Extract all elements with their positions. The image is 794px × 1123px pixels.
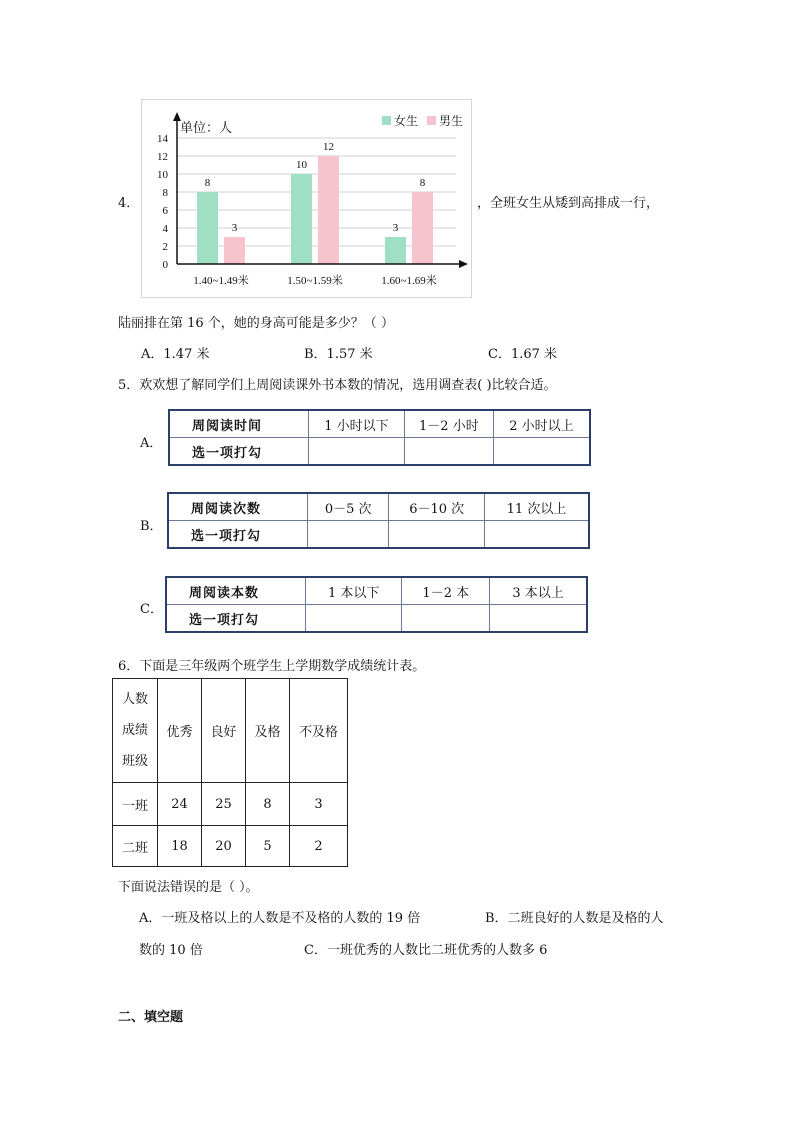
bar-chart bbox=[141, 99, 472, 298]
y-tick-label: 12 bbox=[157, 151, 168, 163]
x-axis-arrow bbox=[459, 260, 468, 268]
survey-b-head: 周阅读次数 bbox=[168, 493, 308, 521]
grades-cell: 8 bbox=[246, 783, 290, 826]
q6-option-b: B．二班良好的人数是及格的人 bbox=[485, 911, 664, 926]
grades-cell: 25 bbox=[202, 783, 246, 826]
grades-header: 良好 bbox=[202, 679, 246, 783]
q6-option-b-cont: 数的 10 倍 bbox=[139, 943, 203, 958]
legend-label: 男生 bbox=[439, 114, 464, 128]
grades-header: 及格 bbox=[246, 679, 290, 783]
survey-table-a bbox=[168, 409, 591, 466]
bar bbox=[412, 192, 433, 264]
survey-c-cell bbox=[306, 605, 402, 633]
survey-table-b bbox=[167, 492, 590, 549]
survey-a-head: 周阅读时间 bbox=[169, 410, 309, 438]
q6-option-a: A．一班及格以上的人数是不及格的人数的 19 倍 bbox=[139, 911, 421, 926]
grades-class: 一班 bbox=[113, 783, 158, 826]
survey-b-col2: 6－10 次 bbox=[389, 493, 485, 521]
survey-b-col3: 11 次以上 bbox=[484, 493, 589, 521]
corner-label-class: 班级 bbox=[121, 754, 148, 769]
survey-c-head: 周阅读本数 bbox=[166, 577, 306, 605]
survey-c-cell bbox=[490, 605, 587, 633]
grades-table bbox=[112, 678, 348, 867]
y-tick-label: 10 bbox=[157, 169, 168, 181]
grades-cell: 2 bbox=[290, 826, 348, 867]
survey-a-cell bbox=[493, 438, 590, 466]
survey-a-col3: 2 小时以上 bbox=[493, 410, 590, 438]
grades-header: 优秀 bbox=[158, 679, 202, 783]
survey-a-cell bbox=[309, 438, 405, 466]
legend-swatch bbox=[427, 116, 436, 125]
grades-header: 不及格 bbox=[290, 679, 348, 783]
survey-b-cell bbox=[484, 521, 589, 549]
survey-c-row2: 选一项打勾 bbox=[166, 605, 306, 633]
q4-number: 4． bbox=[118, 196, 140, 211]
unit-label: 单位：人 bbox=[180, 121, 233, 136]
y-tick-label: 6 bbox=[162, 205, 168, 217]
x-tick-label: 1.40~1.49米 bbox=[193, 275, 249, 287]
legend-label: 女生 bbox=[394, 114, 419, 128]
bar bbox=[224, 237, 245, 264]
bar bbox=[385, 237, 406, 264]
x-tick-label: 1.60~1.69米 bbox=[381, 275, 437, 287]
survey-b-col1: 0－5 次 bbox=[308, 493, 389, 521]
grades-cell: 3 bbox=[290, 783, 348, 826]
q6-question: 下面说法错误的是（ ）。 bbox=[118, 880, 259, 895]
bar bbox=[318, 156, 339, 264]
y-axis-arrow bbox=[173, 112, 181, 121]
section-title: 二、填空题 bbox=[118, 1010, 184, 1025]
q5-option-b-label: B． bbox=[140, 519, 163, 534]
q4-question: 陆丽排在第 16 个，她的身高可能是多少？（ ） bbox=[118, 316, 394, 331]
q5-option-a-label: A． bbox=[140, 436, 163, 451]
survey-b-row2: 选一项打勾 bbox=[168, 521, 308, 549]
y-tick-label: 0 bbox=[162, 259, 168, 271]
corner-label-count: 人数 bbox=[121, 692, 148, 707]
y-tick-label: 2 bbox=[162, 241, 168, 253]
q5-option-c-label: C． bbox=[140, 602, 163, 617]
survey-b-cell bbox=[308, 521, 389, 549]
data-label: 3 bbox=[231, 222, 238, 234]
survey-c-col2: 1－2 本 bbox=[402, 577, 490, 605]
survey-a-col1: 1 小时以下 bbox=[309, 410, 405, 438]
q4-text-after-chart: ，全班女生从矮到高排成一行， bbox=[477, 196, 660, 211]
data-label: 12 bbox=[323, 141, 334, 153]
survey-a-col2: 1－2 小时 bbox=[404, 410, 493, 438]
q4-option-c: C．1.67 米 bbox=[488, 347, 558, 362]
q6-option-c: C．一班优秀的人数比二班优秀的人数多 6 bbox=[304, 943, 548, 958]
y-tick-label: 4 bbox=[162, 223, 168, 235]
q4-option-a: A．1.47 米 bbox=[141, 347, 210, 362]
grades-cell: 24 bbox=[158, 783, 202, 826]
grades-cell: 5 bbox=[246, 826, 290, 867]
grades-corner-cell bbox=[113, 679, 158, 783]
survey-c-col3: 3 本以上 bbox=[490, 577, 587, 605]
survey-a-cell bbox=[404, 438, 493, 466]
grades-cell: 20 bbox=[202, 826, 246, 867]
q6-text: 6．下面是三年级两个班学生上学期数学成绩统计表。 bbox=[118, 659, 426, 674]
data-label: 8 bbox=[419, 177, 426, 189]
x-tick-label: 1.50~1.59米 bbox=[287, 275, 343, 287]
data-label: 10 bbox=[296, 159, 307, 171]
survey-c-col1: 1 本以下 bbox=[306, 577, 402, 605]
data-label: 3 bbox=[392, 222, 399, 234]
corner-label-grade: 成绩 bbox=[121, 723, 148, 738]
q4-option-b: B．1.57 米 bbox=[304, 347, 373, 362]
survey-a-row2: 选一项打勾 bbox=[169, 438, 309, 466]
y-tick-label: 8 bbox=[162, 187, 168, 199]
legend-swatch bbox=[382, 116, 391, 125]
grades-cell: 18 bbox=[158, 826, 202, 867]
bar-chart-svg bbox=[142, 100, 473, 299]
data-label: 8 bbox=[204, 177, 211, 189]
y-tick-label: 14 bbox=[157, 133, 168, 145]
survey-table-c bbox=[165, 576, 588, 633]
bar bbox=[197, 192, 218, 264]
q5-text: 5．欢欢想了解同学们上周阅读课外书本数的情况，选用调查表( )比较合适。 bbox=[118, 378, 557, 393]
survey-c-cell bbox=[402, 605, 490, 633]
bar bbox=[291, 174, 312, 264]
survey-b-cell bbox=[389, 521, 485, 549]
grades-class: 二班 bbox=[113, 826, 158, 867]
